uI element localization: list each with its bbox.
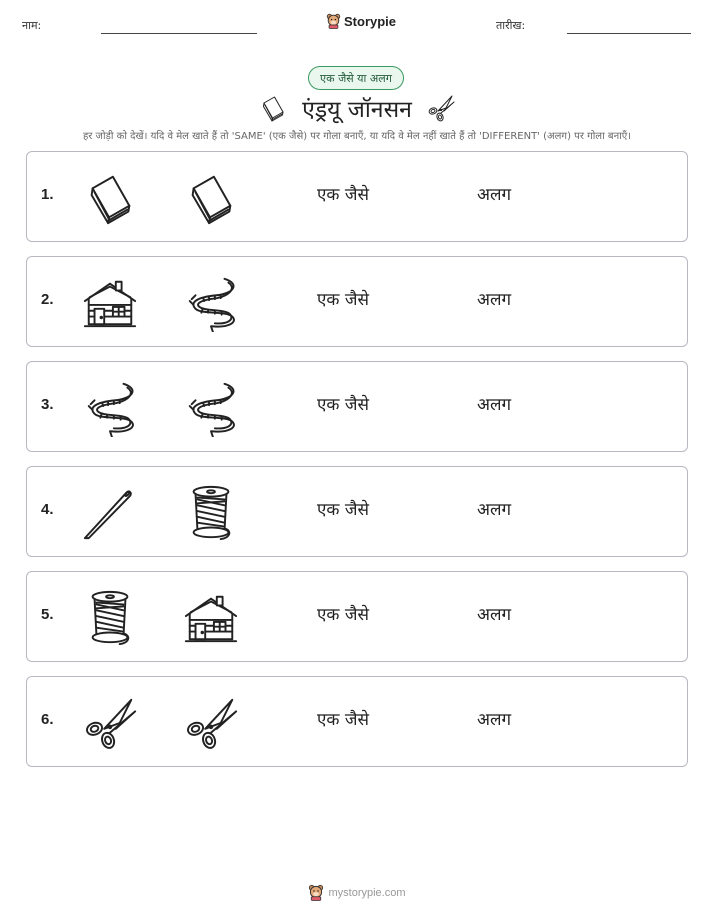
right-picture (182, 694, 240, 752)
different-option[interactable]: अलग (477, 290, 512, 310)
scissors-icon (81, 694, 139, 752)
footer (0, 884, 714, 901)
measuring-tape-icon (81, 379, 139, 437)
book-icon (258, 93, 288, 123)
brand-logo (326, 13, 396, 29)
date-line (567, 33, 691, 34)
name-line (101, 33, 257, 34)
scissors-icon (182, 694, 240, 752)
left-picture (81, 274, 139, 332)
exercise-row (26, 466, 688, 557)
footer-url: mystorypie.com (328, 886, 406, 899)
same-option[interactable]: एक जैसे (317, 395, 369, 415)
scissors-icon (426, 93, 456, 123)
left-picture (81, 169, 139, 227)
exercise-row (26, 571, 688, 662)
row-number: 4. (41, 501, 54, 518)
same-option[interactable]: एक जैसे (317, 185, 369, 205)
exercise-row (26, 361, 688, 452)
different-option[interactable]: अलग (477, 605, 512, 625)
different-option[interactable]: अलग (477, 500, 512, 520)
needle-icon (81, 484, 139, 542)
measuring-tape-icon (182, 379, 240, 437)
row-number: 1. (41, 186, 54, 203)
exercise-row (26, 676, 688, 767)
same-option[interactable]: एक जैसे (317, 500, 369, 520)
different-option[interactable]: अलग (477, 395, 512, 415)
same-option[interactable]: एक जैसे (317, 605, 369, 625)
row-number: 3. (41, 396, 54, 413)
left-picture (81, 694, 139, 752)
bear-mascot-icon (308, 884, 324, 901)
book-icon (81, 169, 139, 227)
left-picture (81, 484, 139, 542)
measuring-tape-icon (182, 274, 240, 332)
row-number: 6. (41, 711, 54, 728)
date-label: तारीख: (496, 19, 526, 32)
title-row (0, 92, 714, 124)
right-picture (182, 274, 240, 332)
right-picture (182, 379, 240, 437)
book-icon (258, 93, 288, 123)
name-label: नाम: (22, 19, 42, 32)
log-cabin-icon (81, 274, 139, 332)
exercise-row (26, 256, 688, 347)
thread-spool-icon (81, 589, 139, 647)
thread-spool-icon (182, 484, 240, 542)
right-picture (182, 169, 240, 227)
book-icon (182, 169, 240, 227)
bear-mascot-icon (326, 13, 341, 29)
row-number: 2. (41, 291, 54, 308)
different-option[interactable]: अलग (477, 710, 512, 730)
left-picture (81, 589, 139, 647)
row-number: 5. (41, 606, 54, 623)
same-option[interactable]: एक जैसे (317, 710, 369, 730)
brand-name: Storypie (344, 13, 397, 29)
left-picture (81, 379, 139, 437)
different-option[interactable]: अलग (477, 185, 512, 205)
right-picture (182, 484, 240, 542)
scissors-icon (426, 93, 456, 123)
log-cabin-icon (182, 589, 240, 647)
instruction-text: हर जोड़ी को देखें। यदि वे मेल खाते हैं तो 'SAME' (एक जैसे) पर गोला बनाएँ, या यदि वे मेल नहीं खाते हैं तो 'DIFFERENT' (अलग) पर गोला बनाएँ। (82, 131, 632, 142)
right-picture (182, 589, 240, 647)
worksheet-title: एंड्रयू जॉनसन (302, 97, 412, 123)
exercise-row (26, 151, 688, 242)
worksheet-type-badge: एक जैसे या अलग (308, 66, 404, 90)
same-option[interactable]: एक जैसे (317, 290, 369, 310)
